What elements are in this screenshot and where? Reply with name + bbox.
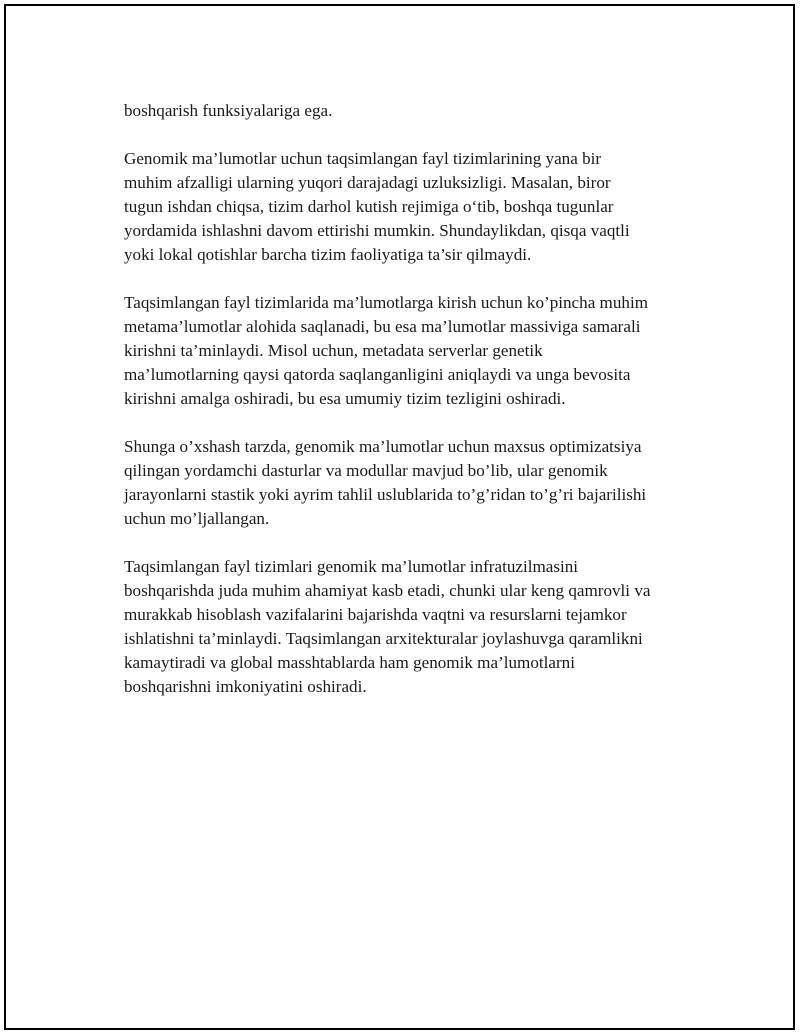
text-line: boshqarishda juda muhim ahamiyat kasb etadi, chunki ular keng qamrovli va [124,581,651,600]
paragraph-5 [124,555,704,699]
text-line: qilingan yordamchi dasturlar va modullar mavjud bo’lib, ular genomik [124,461,608,480]
text-line: Genomik ma’lumotlar uchun taqsimlangan fayl tizimlarining yana bir [124,149,602,168]
text-line: boshqarishni imkoniyatini oshiradi. [124,677,367,696]
text-line: muhim afzalligi ularning yuqori darajadagi uzluksizligi. Masalan, biror [124,173,611,192]
paragraph-2 [124,147,704,267]
text-line: Taqsimlangan fayl tizimlari genomik ma’lumotlar infratuzilmasini [124,557,579,576]
text-line: Taqsimlangan fayl tizimlarida ma’lumotlarga kirish uchun ko’pincha muhim [124,293,648,312]
paragraph-4 [124,435,704,531]
text-line: murakkab hisoblash vazifalarini bajarishda vaqtni va resurslarni tejamkor [124,605,627,624]
document-body [124,99,704,723]
text-line: kamaytiradi va global masshtablarda ham genomik ma’lumotlarni [124,653,575,672]
text-line: boshqarish funksiyalariga ega. [124,101,333,120]
text-line: kirishni ta’minlaydi. Misol uchun, metadata serverlar genetik [124,341,543,360]
text-line: ma’lumotlarning qaysi qatorda saqlanganligini aniqlaydi va unga bevosita [124,365,631,384]
text-line: tugun ishdan chiqsa, tizim darhol kutish rejimiga o‘tib, boshqa tugunlar [124,197,614,216]
text-line: ishlatishni ta’minlaydi. Taqsimlangan arxitekturalar joylashuvga qaramlikni [124,629,643,648]
paragraph-1 [124,99,704,123]
text-line: Shunga o’xshash tarzda, genomik ma’lumotlar uchun maxsus optimizatsiya [124,437,642,456]
text-line: kirishni amalga oshiradi, bu esa umumiy tizim tezligini oshiradi. [124,389,566,408]
text-line: yordamida ishlashni davom ettirishi mumkin. Shundaylikdan, qisqa vaqtli [124,221,630,240]
text-line: uchun mo’ljallangan. [124,509,270,528]
text-line: metama’lumotlar alohida saqlanadi, bu esa ma’lumotlar massiviga samarali [124,317,641,336]
page-frame [4,4,795,1030]
text-line: yoki lokal qotishlar barcha tizim faoliyatiga ta’sir qilmaydi. [124,245,532,264]
paragraph-3 [124,291,704,411]
text-line: jarayonlarni stastik yoki ayrim tahlil uslublarida to’g’ridan to’g’ri bajarilishi [124,485,647,504]
